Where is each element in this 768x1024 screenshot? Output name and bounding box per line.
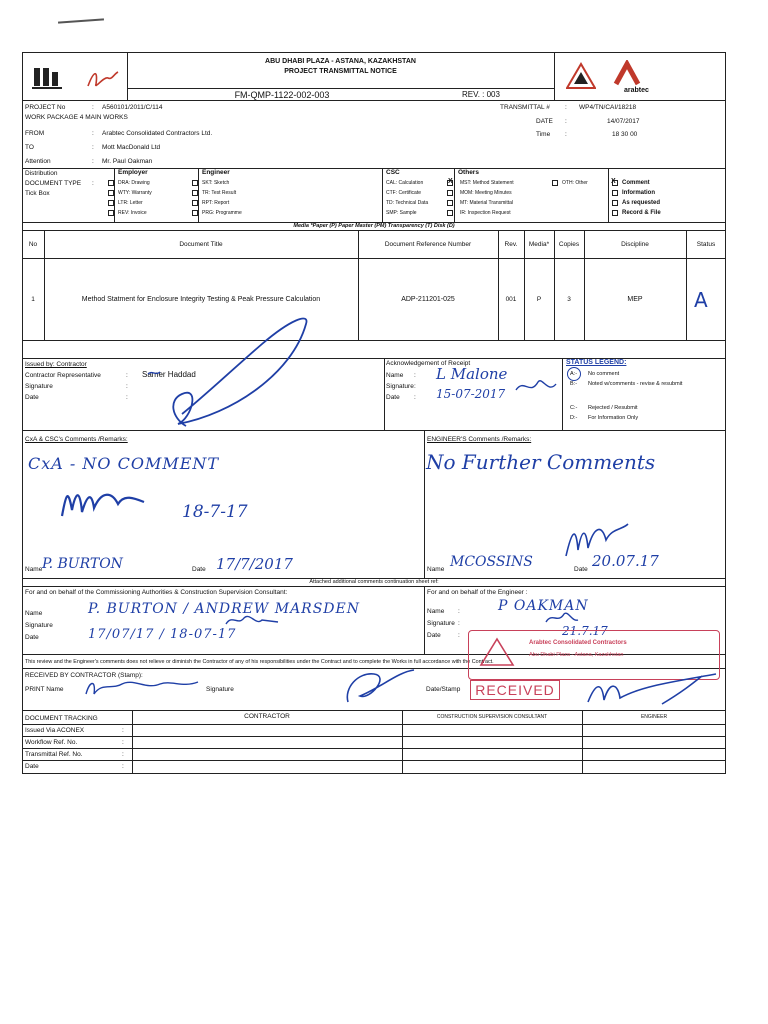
warning-triangle-icon bbox=[566, 62, 596, 95]
doctype-mst: MST: Method Statement bbox=[460, 180, 514, 186]
doctype-tr: TR: Test Result bbox=[202, 190, 237, 196]
tracking-row-transmittal: Transmittal Ref. No. bbox=[25, 751, 83, 758]
col-title: Document Title bbox=[179, 241, 223, 248]
disclaimer: This review and the Engineer's comments does not relieve or diminish the Contractor of any of his responsibilities under the Contract and to complete the Works in full accordance with the Contract. bbox=[25, 659, 494, 665]
csc-label: CSC bbox=[386, 169, 400, 176]
contractor-signature bbox=[142, 314, 312, 439]
tick-box-label: Tick Box bbox=[25, 190, 50, 197]
engineer-label: Engineer bbox=[202, 169, 230, 176]
ack-signature bbox=[512, 370, 560, 405]
col-no: No bbox=[28, 241, 38, 248]
received-stamp bbox=[470, 680, 560, 700]
doctype-ltr: LTR: Letter bbox=[118, 200, 143, 206]
cxa-comments-title: CxA & CSC's Comments /Remarks: bbox=[25, 436, 128, 443]
engineer-behalf-date-label: Date bbox=[427, 632, 441, 639]
rep-name: Samer Haddad bbox=[142, 370, 196, 379]
commissioning-signature-label: Signature bbox=[25, 622, 53, 629]
work-package: WORK PACKAGE 4 MAIN WORKS bbox=[25, 114, 128, 121]
doctype-rpt: RPT: Report bbox=[202, 200, 230, 206]
from-label: FROM bbox=[25, 130, 45, 137]
col-status: Status bbox=[696, 241, 716, 248]
form-number: FM-QMP-1122-002-003 bbox=[234, 90, 330, 100]
mst-check-mark: X bbox=[448, 178, 453, 185]
doctype-wty: WTY: Warranty bbox=[118, 190, 152, 196]
attention-label: Attention bbox=[25, 158, 51, 165]
transmittal-date: 14/07/2017 bbox=[607, 118, 640, 125]
row-status: A bbox=[694, 288, 708, 312]
ack-name: L Malone bbox=[436, 365, 508, 383]
date-label: DATE bbox=[536, 118, 553, 125]
tracking-row-date: Date bbox=[25, 763, 39, 770]
rep-signature-label: Signature bbox=[25, 383, 53, 390]
engineer-name: MCOSSINS bbox=[450, 554, 533, 570]
status-legend-title: STATUS LEGEND: bbox=[566, 359, 627, 366]
legend-code-c: C:- bbox=[570, 405, 578, 411]
transmittal-no: WP4/TN/CAI/18218 bbox=[579, 104, 637, 111]
tracking-title: DOCUMENT TRACKING bbox=[25, 715, 98, 722]
client-logo bbox=[32, 66, 62, 90]
doctype-oth: OTH: Other bbox=[562, 180, 588, 186]
doctype-skt: SKT: Sketch bbox=[202, 180, 230, 186]
rep-date-label: Date bbox=[25, 394, 39, 401]
commissioning-title: For and on behalf of the Commissioning Authorities & Construction Supervision Consultant: bbox=[25, 589, 288, 596]
doctype-smp: SMP: Sample bbox=[386, 210, 417, 216]
legend-code-a: A:- bbox=[570, 371, 578, 377]
distribution-label: Distribution bbox=[25, 170, 58, 177]
doctype-td: TD: Technical Data bbox=[386, 200, 429, 206]
tracking-contractor: CONTRACTOR bbox=[244, 713, 290, 720]
doctype-rev: REV: Invoice bbox=[118, 210, 147, 216]
doctype-dra: DRA: Drawing bbox=[118, 180, 150, 186]
ack-signature-label: Signature bbox=[386, 383, 414, 390]
stamp-logo-icon bbox=[479, 637, 515, 672]
tracking-engineer: ENGINEER bbox=[640, 714, 668, 720]
col-media: Media* bbox=[528, 241, 550, 248]
attached-comments-note: Attached additional comments continuation sheet ref: bbox=[309, 579, 439, 585]
engineer-date-label: Date bbox=[574, 566, 588, 573]
purpose-comment: Comment bbox=[622, 180, 650, 186]
cxa-handwritten-date: 18-7-17 bbox=[182, 502, 248, 522]
engineer-comments-title: ENGINEER'S Comments /Remarks: bbox=[427, 436, 532, 443]
engineer-behalf-signature-label: Signature bbox=[427, 620, 455, 627]
purpose-record-file: Record & File bbox=[622, 210, 661, 216]
engineer-behalf-date: 21.7.17 bbox=[562, 624, 608, 638]
cxa-date-label: Date bbox=[192, 566, 206, 573]
stamp-line2: Abu Dhabi Plaza - Astana, Kazakhstan bbox=[529, 652, 624, 658]
engineer-behalf-name: P OAKMAN bbox=[498, 598, 589, 614]
row-discipline: MEP bbox=[627, 296, 643, 303]
legend-text-d: For Information Only bbox=[588, 415, 639, 421]
doctype-prg: PRG: Programme bbox=[202, 210, 242, 216]
time-label: Time bbox=[536, 131, 551, 138]
rep-label: Contractor Representative bbox=[25, 372, 101, 379]
tracking-row-workflow: Workflow Ref. No. bbox=[25, 739, 78, 746]
commissioning-date-label: Date bbox=[25, 634, 39, 641]
received-stamp-text: RECEIVED bbox=[475, 682, 555, 698]
notice-title: PROJECT TRANSMITTAL NOTICE bbox=[284, 68, 397, 75]
doctype-mt: MT: Material Transmittal bbox=[460, 200, 514, 206]
legend-text-b: Noted w/comments - revise & resubmit bbox=[588, 381, 683, 387]
col-reference: Document Reference Number bbox=[384, 241, 472, 248]
client-signature-mark bbox=[84, 66, 120, 97]
project-title: ABU DHABI PLAZA - ASTANA, KAZAKHSTAN bbox=[265, 58, 416, 65]
to-label: TO bbox=[25, 144, 34, 151]
ack-date-label: Date bbox=[386, 394, 400, 401]
legend-text-a: No comment bbox=[588, 371, 620, 377]
received-title: RECEIVED BY CONTRACTOR (Stamp): bbox=[25, 672, 143, 679]
engineer-behalf-title: For and on behalf of the Engineer : bbox=[427, 589, 528, 596]
received-signature bbox=[340, 666, 420, 711]
row-media: P bbox=[536, 296, 542, 303]
ack-name-label: Name bbox=[386, 372, 404, 379]
from-value: Arabtec Consolidated Contractors Ltd. bbox=[102, 130, 213, 137]
cxa-comment: CxA - NO COMMENT bbox=[28, 454, 220, 473]
cxa-signature bbox=[58, 480, 148, 529]
legend-code-b: B:- bbox=[570, 381, 578, 387]
tracking-supervision: CONSTRUCTION SUPERVISION CONSULTANT bbox=[436, 714, 548, 720]
legend-text-c: Rejected / Resubmit bbox=[588, 405, 638, 411]
engineer-name-label: Name bbox=[427, 566, 445, 573]
purpose-information: Information bbox=[622, 190, 655, 196]
doctype-ctf: CTF: Certificate bbox=[386, 190, 422, 196]
print-name-label: PRINT Name bbox=[25, 686, 64, 693]
engineer-behalf-name-label: Name bbox=[427, 608, 445, 615]
ack-date: 15-07-2017 bbox=[436, 387, 506, 401]
others-label: Others bbox=[458, 169, 479, 176]
scan-mark bbox=[58, 18, 104, 23]
received-print-name bbox=[82, 676, 202, 702]
tracking-row-aconex: Issued Via ACONEX bbox=[25, 727, 85, 734]
date-stamp-label: Date/Stamp bbox=[426, 686, 461, 693]
engineer-date: 20.07.17 bbox=[592, 552, 659, 570]
attention-value: Mr. Paul Oakman bbox=[102, 158, 153, 165]
cxa-date: 17/7/2017 bbox=[216, 555, 293, 573]
doctype-mom: MOM: Meeting Minutes bbox=[460, 190, 512, 196]
commissioning-date: 17/07/17 / 18-07-17 bbox=[88, 627, 237, 642]
row-title: Method Statment for Enclosure Integrity Testing & Peak Pressure Calculation bbox=[81, 296, 321, 303]
transmittal-form: ABU DHABI PLAZA - ASTANA, KAZAKHSTAN PROJECT TRANSMITTAL NOTICE FM-QMP-1122-002-003 REV. : 003 arabtec PROJECT No : A560101/2011/C/114 WORK PACKAGE 4 MAIN WORKS FROM : Arabtec Consolidated Contractors Ltd. TO : Mott MacDonald Ltd Attention : Mr. Paul Oakman TRANSMITTAL # : WP4/TN/CAI/18218 DATE : 14/07/2017 Time : 18 30 00 Distribution DOCUMENT TYPE : Tick Box Employer DRA: Drawing WTY: Warranty LTR: Letter REV: Invoice Engineer SKT: Sketch TR: Test Result RPT: Report PRG: Programme CSC CAL: Calculation CTF: Certificate TD: Technical Data SMP: Sample X Others MST: Method Statement MOM: Meeting Minutes MT: Material Transmittal IR: Inspection Request OTH: Other X Comment Information As requested Record & File Media *Paper (P) Paper Master (PM) Transparency (T) Disk (D) No Document Title Document Reference Number Rev. Media* Copies Discipline Status 1 Method Statment for Enclosure Integrity Testing & Peak Pressure Calculation ADP-211201-025 001 P 3 MEP A Issued by: Contractor Contractor Representative : Samer Haddad Signature : Date : Acknowledgement of Receipt Name : L Malone Signature : Date : 15-07-2017 STATUS LEGEND: A:- No comment B:- Noted w/comments - revise & resubmit C:- Rejected / Resubmit D:- For Information Only CxA & CSC's Comments /Remarks: CxA - NO COMMENT 18-7-17 Name P. BURTON Date 17/7/2017 ENGINEER'S Comments /Remarks: No Further Comments Name MCOSSINS Date 20.07.17 Attached additional comments continuation sheet ref: For and on behalf of the Commissioning Authorities & Construction Supervision Consultant: Name Signature Date P. BURTON / ANDREW MARSDEN 17/07/17 / 18-07-17 For and on behalf of the Engineer : Name : P OAKMAN Signature : Date : 21.7.17 This review and the Engineer's comments does not relieve or diminish the Contractor of any of his responsibilities under the Contract and to complete the Works in full accordance with the Contract. RECEIVED BY CONTRACTOR (Stamp): PRINT Name Signature Date/Stamp Arabtec Consolidated Contractors Abu Dhabi Plaza - Astana, Kazakhstan RECEIVED DOCUMENT TRACKING CONTRACTOR CONSTRUCTION SUPERVISION CONSULTANT ENGINEER Issued Via ACONEX : Workflow Ref. No. : Transmittal Ref. No. : Date : bbox=[22, 52, 726, 774]
col-discipline: Discipline bbox=[621, 241, 649, 248]
revision: REV. : 003 bbox=[462, 90, 500, 99]
row-copies: 3 bbox=[567, 296, 571, 303]
to-value: Mott MacDonald Ltd bbox=[102, 144, 161, 151]
document-type-label: DOCUMENT TYPE bbox=[25, 180, 82, 187]
project-no: A560101/2011/C/114 bbox=[102, 104, 163, 111]
commissioning-name-label: Name bbox=[25, 610, 43, 617]
cxa-name-label: Name bbox=[25, 566, 43, 573]
row-reference: ADP-211201-025 bbox=[401, 296, 455, 303]
received-signature-label: Signature bbox=[206, 686, 234, 693]
cxa-name: P. BURTON bbox=[42, 556, 123, 572]
commissioning-name: P. BURTON / ANDREW MARSDEN bbox=[88, 601, 361, 617]
transmittal-label: TRANSMITTAL # bbox=[500, 104, 550, 111]
engineer-comment: No Further Comments bbox=[426, 450, 656, 474]
stamp-line1: Arabtec Consolidated Contractors bbox=[529, 640, 627, 646]
purpose-as-requested: As requested bbox=[622, 200, 661, 206]
legend-a-circle-icon bbox=[567, 367, 581, 381]
row-rev: 001 bbox=[505, 296, 517, 303]
ack-title: Acknowledgement of Receipt bbox=[386, 360, 471, 367]
media-note: Media *Paper (P) Paper Master (PM) Transparency (T) Disk (D) bbox=[293, 223, 455, 229]
contractor-logo-text: arabtec bbox=[624, 87, 649, 94]
doctype-cal: CAL: Calculation bbox=[386, 180, 424, 186]
legend-code-d: D:- bbox=[570, 415, 578, 421]
project-no-label: PROJECT No bbox=[25, 104, 66, 111]
employer-label: Employer bbox=[118, 169, 148, 176]
received-date-handwriting bbox=[582, 672, 722, 713]
doctype-ir: IR: Inspection Request bbox=[460, 210, 511, 216]
col-rev: Rev. bbox=[504, 241, 518, 248]
col-copies: Copies bbox=[558, 241, 580, 248]
row-no: 1 bbox=[31, 296, 35, 303]
issued-by-label: Issued by: Contractor bbox=[25, 361, 87, 368]
transmittal-time: 18 30 00 bbox=[612, 131, 638, 138]
